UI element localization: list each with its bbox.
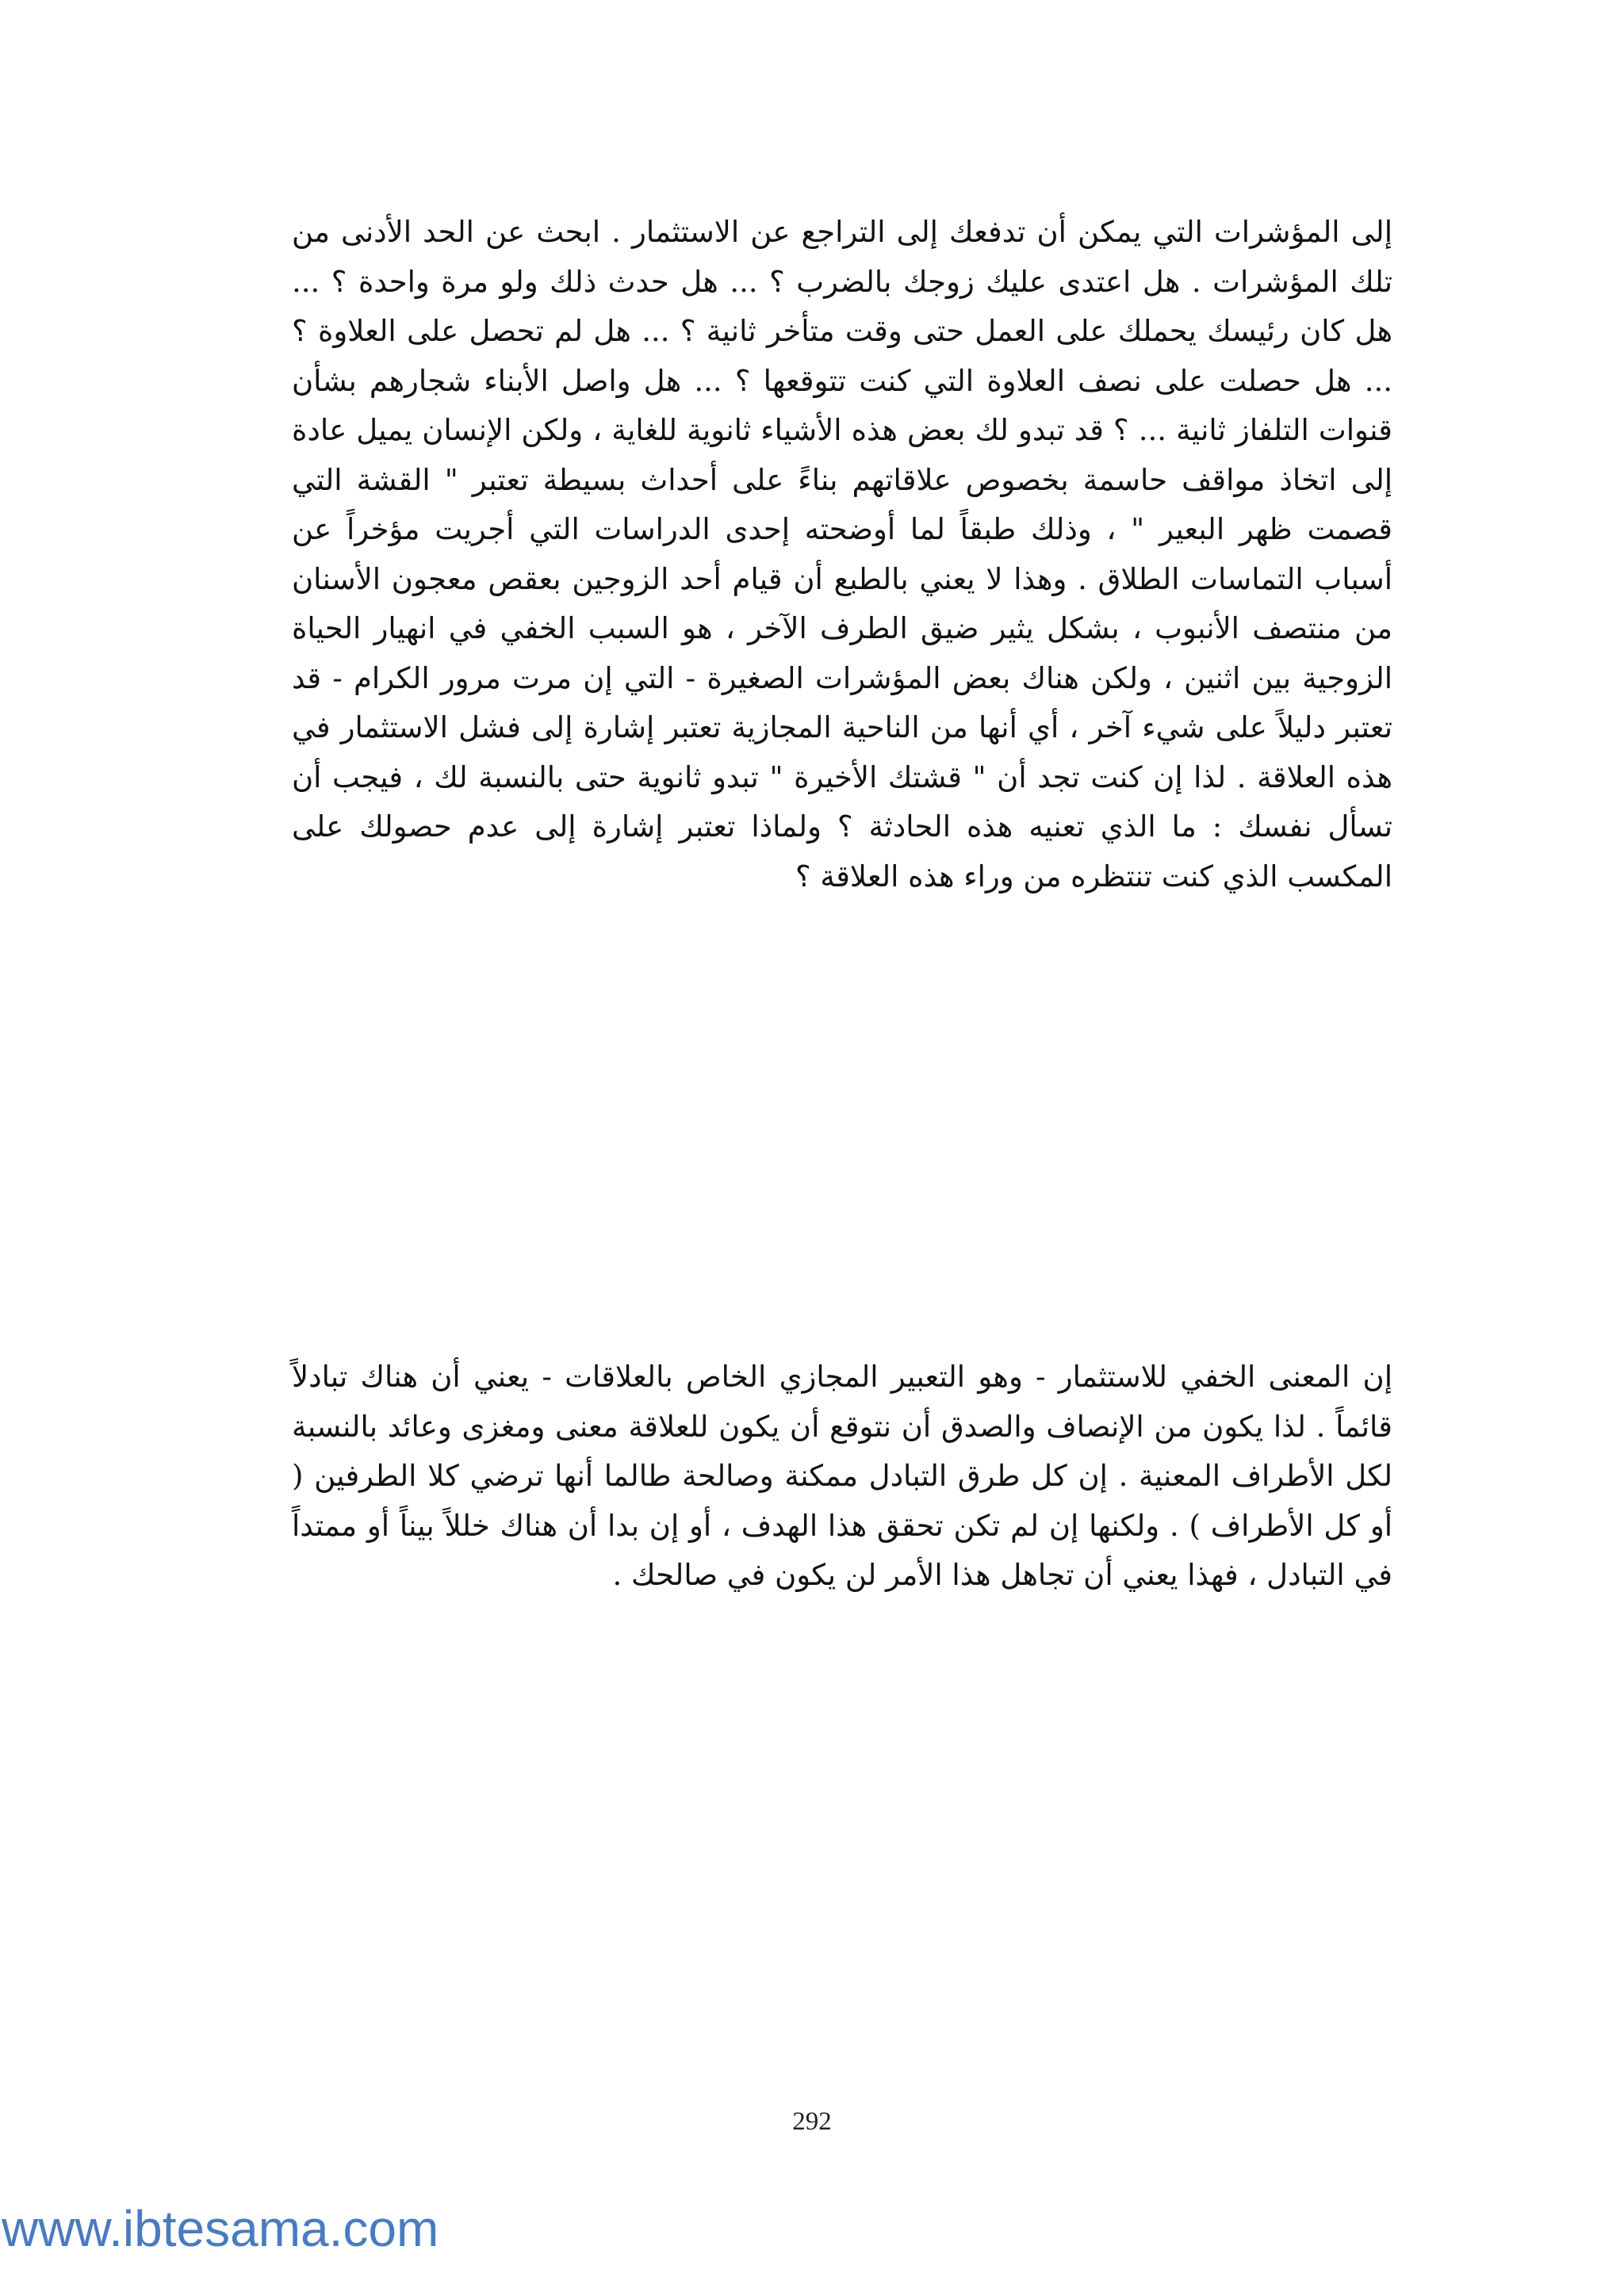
body-paragraph-2	[292, 1353, 1392, 1601]
paragraph-text: إن المعنى الخفي للاستثمار - وهو التعبير المجازي الخاص بالعلاقات - يعني أن هناك تبادلاً قائماً . لذا يكون من الإنصاف والصدق أن نتوقع أن يكون للعلاقة معنى ومغزى وعائد بالنسبة لكل الأطراف المعنية . إن كل طرق التبادل ممكنة وصالحة طالما أنها ترضي كلا الطرفين ( أو كل الأطراف ) . ولكنها إن لم تكن تحقق هذا الهدف ، أو إن بدا أن هناك خللاً بيناً أو ممتداً في التبادل ، فهذا يعني أن تجاهل هذا الأمر لن يكون في صالحك .	[292, 1360, 1392, 1592]
page-number: 292	[792, 2107, 832, 2136]
body-paragraph-1	[292, 208, 1392, 901]
watermark-url: www.ibtesama.com	[2, 2200, 439, 2257]
paragraph-text: إلى المؤشرات التي يمكن أن تدفعك إلى التراجع عن الاستثمار . ابحث عن الحد الأدنى من تلك المؤشرات . هل اعتدى عليك زوجك بالضرب ؟ ... هل حدث ذلك ولو مرة واحدة ؟ ... هل كان رئيسك يحملك على العمل حتى وقت متأخر ثانية ؟ ... هل لم تحصل على العلاوة ؟ ... هل حصلت على نصف العلاوة التي كنت تتوقعها ؟ ... هل واصل الأبناء شجارهم بشأن قنوات التلفاز ثانية ... ؟ قد تبدو لك بعض هذه الأشياء ثانوية للغاية ، ولكن الإنسان يميل عادة إلى اتخاذ مواقف حاسمة بخصوص علاقاتهم بناءً على أحداث بسيطة تعتبر " القشة التي قصمت ظهر البعير " ، وذلك طبقاً لما أوضحته إحدى الدراسات التي أجريت مؤخراً عن أسباب التماسات الطلاق . وهذا لا يعني بالطبع أن قيام أحد الزوجين بعقص معجون الأسنان من منتصف الأنبوب ، بشكل يثير ضيق الطرف الآخر ، هو السبب الخفي في انهيار الحياة الزوجية بين اثنين ، ولكن هناك بعض المؤشرات الصغيرة - التي إن مرت مرور الكرام - قد تعتبر دليلاً على شيء آخر ، أي أنها من الناحية المجازية تعتبر إشارة إلى فشل الاستثمار في هذه العلاقة . لذا إن كنت تجد أن " قشتك الأخيرة " تبدو ثانوية حتى بالنسبة لك ، فيجب أن تسأل نفسك : ما الذي تعنيه هذه الحادثة ؟ ولماذا تعتبر إشارة إلى عدم حصولك على المكسب الذي كنت تنتظره من وراء هذه العلاقة ؟	[292, 215, 1392, 894]
